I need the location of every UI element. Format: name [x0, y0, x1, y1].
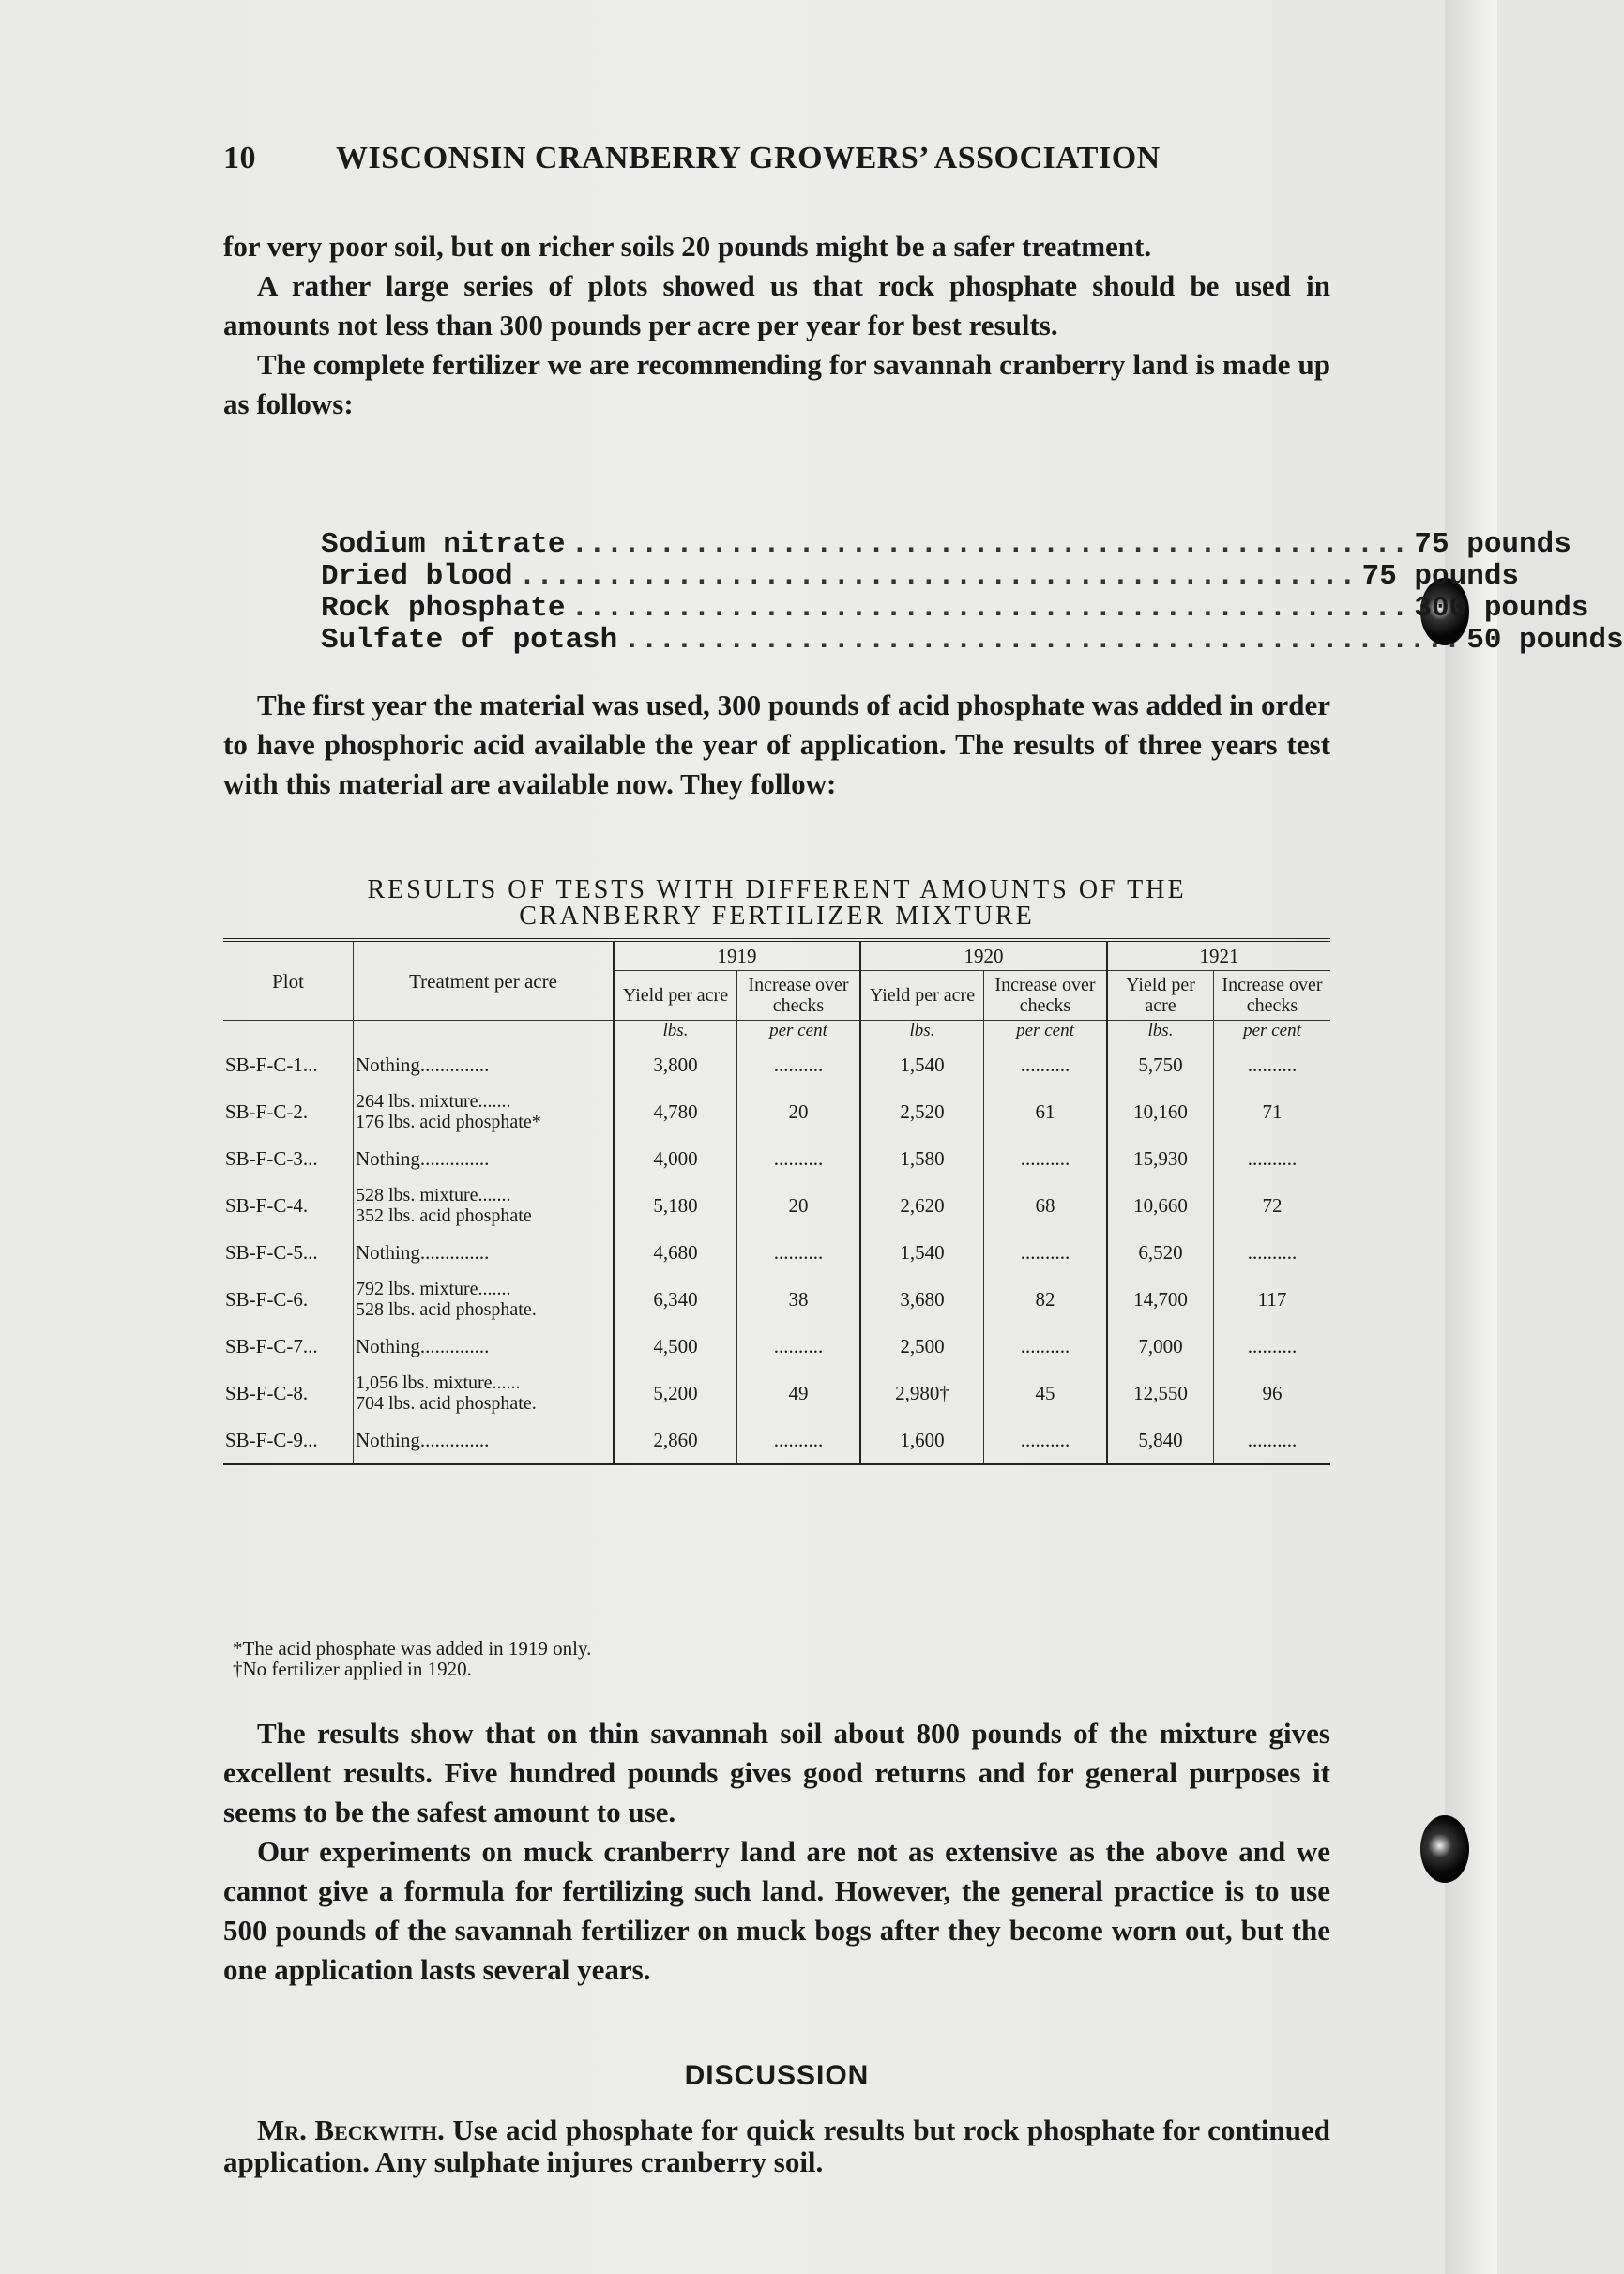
yield-1921: 6,520 — [1107, 1229, 1214, 1276]
increase-1920: .......... — [984, 1417, 1108, 1464]
sub-header-increase: Increase over checks — [984, 971, 1108, 1021]
treatment: Nothing.............. — [354, 1229, 615, 1276]
table-row — [223, 1088, 1330, 1135]
increase-1921: 117 — [1214, 1276, 1331, 1323]
yield-1919: 4,680 — [614, 1229, 737, 1276]
leader-dots: ................................................ — [570, 528, 1409, 561]
plot-id: SB-F-C-3... — [225, 1146, 318, 1170]
yield-1920: 1,580 — [860, 1135, 984, 1182]
treatment-mixture: 1,056 lbs. mixture...... — [356, 1372, 521, 1393]
plot-id: SB-F-C-9... — [225, 1428, 318, 1451]
results-text — [223, 1714, 1330, 1990]
leader-dots: ................................................ — [570, 592, 1409, 625]
treatment-acid: 352 lbs. acid phosphate — [356, 1205, 532, 1226]
formula-ingredient: Rock phosphate — [321, 592, 566, 625]
increase-1921: 96 — [1214, 1370, 1331, 1417]
plot-id: SB-F-C-4. — [225, 1193, 309, 1217]
table-row — [223, 1323, 1330, 1370]
sub-header-increase: Increase over checks — [1214, 971, 1331, 1021]
yield-1921: 5,840 — [1107, 1417, 1214, 1464]
year-header-1919: 1919 — [614, 940, 860, 971]
col-treatment-header: Treatment per acre — [354, 940, 615, 1021]
increase-1920: .......... — [984, 1041, 1108, 1088]
formula-amount: 300 pounds — [1414, 592, 1589, 625]
plot-id: SB-F-C-2. — [225, 1099, 309, 1123]
year-header-1921: 1921 — [1107, 940, 1330, 971]
yield-1920: 1,540 — [860, 1229, 984, 1276]
yield-1920: 1,600 — [860, 1417, 984, 1464]
treatment: Nothing.............. — [354, 1323, 615, 1370]
increase-1919: .......... — [737, 1323, 861, 1370]
table-title — [223, 877, 1330, 930]
increase-1919: .......... — [737, 1417, 861, 1464]
yield-1920: 3,680 — [860, 1276, 984, 1323]
table-row — [223, 1370, 1330, 1417]
yield-1919: 3,800 — [614, 1041, 737, 1088]
unit-percent: per cent — [737, 1021, 861, 1042]
formula-amount: 50 pounds — [1466, 624, 1624, 657]
results-table — [223, 938, 1330, 1465]
table-row — [223, 1276, 1330, 1323]
intro-text — [223, 227, 1330, 424]
formula-ingredient: Sulfate of potash — [321, 624, 618, 657]
paragraph-muck: Our experiments on muck cranberry land are not as extensive as the above and we cannot give a formula for fertilizing such land. However, the general practice is to use 500 pounds of the savannah fertilizer on muck bogs after they become worn out, but the one application lasts several years. — [223, 1835, 1330, 1986]
increase-1920: 45 — [984, 1370, 1108, 1417]
plot-id: SB-F-C-8. — [225, 1381, 309, 1404]
treatment: Nothing.............. — [354, 1135, 615, 1182]
formula-row — [321, 560, 1520, 593]
footnote-dagger: †No fertilizer applied in 1920. — [233, 1658, 472, 1680]
increase-1921: .......... — [1214, 1041, 1331, 1088]
yield-1921: 10,660 — [1107, 1182, 1214, 1229]
formula-ingredient: Sodium nitrate — [321, 528, 566, 561]
formula-amount: 75 pounds — [1414, 528, 1571, 561]
increase-1919: .......... — [737, 1135, 861, 1182]
yield-1920: 2,980† — [860, 1370, 984, 1417]
increase-1919: 20 — [737, 1182, 861, 1229]
plot-id: SB-F-C-6. — [225, 1287, 309, 1311]
increase-1920: .......... — [984, 1135, 1108, 1182]
increase-1920: 82 — [984, 1276, 1108, 1323]
speaker-name: Mr. Beckwith. — [257, 2114, 445, 2146]
paragraph-results: The results show that on thin savannah soil about 800 pounds of the mixture gives excellent results. Five hundred pounds gives good returns and for general purposes it seems to be the safest amount to use. — [223, 1717, 1330, 1828]
treatment — [354, 1276, 615, 1323]
increase-1920: 61 — [984, 1088, 1108, 1135]
plot-id: SB-F-C-5... — [225, 1240, 318, 1264]
plot-id: SB-F-C-7... — [225, 1334, 318, 1357]
yield-1919: 2,860 — [614, 1417, 737, 1464]
increase-1919: 49 — [737, 1370, 861, 1417]
unit-percent: per cent — [984, 1021, 1108, 1042]
discussion-paragraph — [223, 2115, 1330, 2178]
table-row — [223, 1229, 1330, 1276]
increase-1921: .......... — [1214, 1135, 1331, 1182]
treatment-acid: 528 lbs. acid phosphate. — [356, 1299, 537, 1320]
formula-amount: 75 pounds — [1361, 560, 1520, 593]
formula-row — [321, 592, 1589, 625]
unit-spacer — [223, 1021, 354, 1042]
yield-1920: 2,520 — [860, 1088, 984, 1135]
increase-1919: .......... — [737, 1229, 861, 1276]
results-table-container — [223, 938, 1330, 1465]
plot-id: SB-F-C-1... — [225, 1053, 318, 1076]
col-plot-header: Plot — [223, 940, 354, 1021]
discussion-heading: DISCUSSION — [684, 2060, 870, 2091]
unit-lbs: lbs. — [860, 1021, 984, 1042]
increase-1920: .......... — [984, 1323, 1108, 1370]
yield-1921: 14,700 — [1107, 1276, 1214, 1323]
formula-ingredient: Dried blood — [321, 560, 513, 593]
treatment-acid: 176 lbs. acid phosphate* — [356, 1112, 541, 1132]
table-row — [223, 1041, 1330, 1088]
yield-1919: 4,500 — [614, 1323, 737, 1370]
treatment — [354, 1088, 615, 1135]
leader-dots: ................................................ — [623, 624, 1462, 657]
yield-1919: 5,180 — [614, 1182, 737, 1229]
increase-1919: .......... — [737, 1041, 861, 1088]
unit-lbs: lbs. — [614, 1021, 737, 1042]
discussion-text: Use acid phosphate for quick results but rock phosphate for continued application. Any sulphate injures cranberry soil. — [223, 2114, 1330, 2178]
yield-1921: 7,000 — [1107, 1323, 1214, 1370]
yield-1919: 4,000 — [614, 1135, 737, 1182]
running-title: WISCONSIN CRANBERRY GROWERS’ ASSOCIATION — [336, 141, 1161, 175]
increase-1920: 68 — [984, 1182, 1108, 1229]
unit-percent: per cent — [1214, 1021, 1331, 1042]
increase-1920: .......... — [984, 1229, 1108, 1276]
fertilizer-formula — [321, 528, 1624, 657]
table-footnotes — [233, 1638, 591, 1679]
unit-lbs: lbs. — [1107, 1021, 1214, 1042]
yield-1921: 10,160 — [1107, 1088, 1214, 1135]
yield-1919: 6,340 — [614, 1276, 737, 1323]
year-header-1920: 1920 — [860, 940, 1107, 971]
footnote-asterisk: *The acid phosphate was added in 1919 only. — [233, 1637, 592, 1660]
leader-dots: ................................................ — [518, 560, 1357, 593]
sub-header-increase: Increase over checks — [737, 971, 861, 1021]
yield-1921: 12,550 — [1107, 1370, 1214, 1417]
binding-hole-lower — [1420, 1815, 1469, 1883]
table-row — [223, 1182, 1330, 1229]
increase-1921: 71 — [1214, 1088, 1331, 1135]
formula-row — [321, 624, 1624, 657]
paragraph-continued: for very poor soil, but on richer soils 20 pounds might be a safer treatment. — [223, 230, 1152, 263]
treatment — [354, 1370, 615, 1417]
increase-1921: .......... — [1214, 1229, 1331, 1276]
treatment-acid: 704 lbs. acid phosphate. — [356, 1393, 537, 1414]
increase-1919: 20 — [737, 1088, 861, 1135]
sub-header-yield: Yield per acre — [1107, 971, 1214, 1021]
yield-1921: 5,750 — [1107, 1041, 1214, 1088]
sub-header-yield: Yield per acre — [614, 971, 737, 1021]
unit-spacer — [354, 1021, 615, 1042]
running-head — [223, 141, 1349, 176]
treatment: Nothing.............. — [354, 1417, 615, 1464]
table-row — [223, 1135, 1330, 1182]
yield-1921: 15,930 — [1107, 1135, 1214, 1182]
yield-1920: 2,500 — [860, 1323, 984, 1370]
yield-1920: 1,540 — [860, 1041, 984, 1088]
treatment: Nothing.............. — [354, 1041, 615, 1088]
treatment-mixture: 528 lbs. mixture....... — [356, 1185, 511, 1205]
table-row — [223, 1417, 1330, 1464]
page-edge — [1445, 0, 1497, 2274]
treatment-mixture: 264 lbs. mixture....... — [356, 1091, 511, 1112]
paragraph-first-year: The first year the material was used, 300 pounds of acid phosphate was added in order to have phosphoric acid available the year of application. The results of three years test with this material are available now. They follow: — [223, 689, 1330, 800]
increase-1921: .......... — [1214, 1323, 1331, 1370]
table-title-line1: RESULTS OF TESTS WITH DIFFERENT AMOUNTS OF THE — [367, 875, 1187, 904]
sub-header-yield: Yield per acre — [860, 971, 984, 1021]
increase-1921: .......... — [1214, 1417, 1331, 1464]
treatment-mixture: 792 lbs. mixture....... — [356, 1279, 511, 1299]
paragraph-rock-phosphate: A rather large series of plots showed us that rock phosphate should be used in amounts not less than 300 pounds per acre per year for best results. — [223, 269, 1330, 341]
treatment — [354, 1182, 615, 1229]
yield-1920: 2,620 — [860, 1182, 984, 1229]
yield-1919: 5,200 — [614, 1370, 737, 1417]
paragraph-complete-fertilizer: The complete fertilizer we are recommending for savannah cranberry land is made up as follows: — [223, 348, 1330, 420]
formula-row — [321, 528, 1571, 561]
page-number: 10 — [223, 141, 256, 175]
increase-1919: 38 — [737, 1276, 861, 1323]
increase-1921: 72 — [1214, 1182, 1331, 1229]
table-title-line2: CRANBERRY FERTILIZER MIXTURE — [519, 902, 1035, 931]
yield-1919: 4,780 — [614, 1088, 737, 1135]
